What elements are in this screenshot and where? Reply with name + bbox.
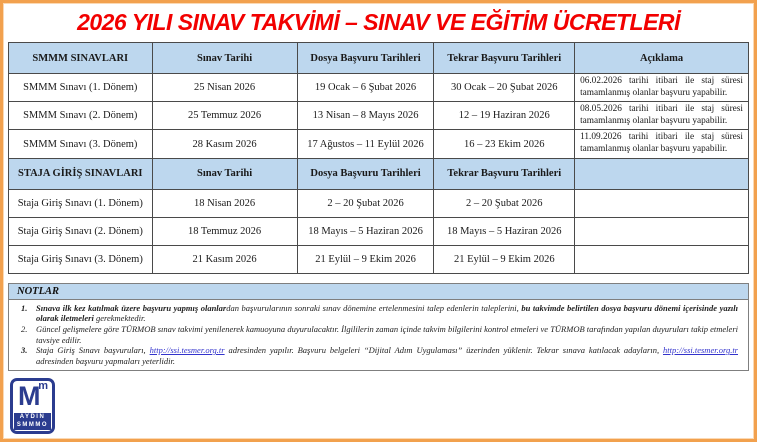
exam-date-cell: 25 Temmuz 2026 bbox=[152, 102, 297, 130]
explanation-cell bbox=[575, 189, 749, 217]
note-bold-segment: Sınava ilk kez katılmak üzere başvuru yapmış olanlar bbox=[36, 302, 227, 313]
note-segment: gerekmektedir. bbox=[95, 313, 146, 324]
note-text bbox=[36, 345, 738, 366]
tesmer-link-1[interactable]: http://ssi.tesmer.org.tr bbox=[149, 345, 225, 356]
table-row bbox=[9, 102, 749, 130]
explanation-cell: 11.09.2026 tarihi itibari ile staj süresi tamamlanmış olanlar başvuru yapabilir. bbox=[575, 130, 749, 158]
exam-date-cell: 28 Kasım 2026 bbox=[152, 130, 297, 158]
explanation-cell: 06.02.2026 tarihi itibari ile staj süresi tamamlanmış olanlar başvuru yapabilir. bbox=[575, 74, 749, 102]
staja-header-row bbox=[9, 158, 749, 189]
notes-body bbox=[9, 300, 748, 371]
header-empty bbox=[575, 158, 749, 189]
exam-date-cell: 25 Nisan 2026 bbox=[152, 74, 297, 102]
note-item-2 bbox=[21, 324, 738, 345]
header-sinav-tarihi: Sınav Tarihi bbox=[152, 158, 297, 189]
note-segment: Güncel gelişmelere göre TÜRMOB sınav takvimi yenilenerek kamuoyuna duyurulacaktır. İlgililerin zaman içinde takvim bilgilerini kontrol etmeleri ve TÜRMOB tarafından yapılan duyuruları takip etmeleri tavsiye edilir. bbox=[36, 323, 738, 345]
note-segment: adresinden yapılır. Başvuru belgeleri “Dijital Adım Uygulaması” üzerinden yüklenir. Tekrar sınava katılacak adayların, bbox=[224, 345, 663, 356]
notes-box bbox=[8, 283, 749, 372]
explanation-cell bbox=[575, 217, 749, 245]
header-dosya-basvuru: Dosya Başvuru Tarihleri bbox=[297, 43, 434, 74]
note-segment: Staja Giriş Sınavı başvuruları, bbox=[36, 345, 150, 356]
file-application-cell: 21 Eylül – 9 Ekim 2026 bbox=[297, 245, 434, 273]
table-row bbox=[9, 245, 749, 273]
exam-name-cell: SMMM Sınavı (3. Dönem) bbox=[9, 130, 153, 158]
table-row bbox=[9, 130, 749, 158]
file-application-cell: 19 Ocak – 6 Şubat 2026 bbox=[297, 74, 434, 102]
smmm-header-row bbox=[9, 43, 749, 74]
note-number: 1. bbox=[21, 302, 28, 313]
exam-date-cell: 18 Temmuz 2026 bbox=[152, 217, 297, 245]
header-tekrar-basvuru: Tekrar Başvuru Tarihleri bbox=[434, 43, 575, 74]
note-item-1 bbox=[21, 303, 738, 324]
header-aciklama: Açıklama bbox=[575, 43, 749, 74]
note-segment: dan başvurularının sonraki sınav dönemine ertelenmesini talep edenlerin taleplerini, bbox=[226, 302, 522, 313]
page-title: 2026 YILI SINAV TAKVİMİ – SINAV VE EĞİTİM ÜCRETLERİ bbox=[77, 9, 680, 35]
retry-application-cell: 30 Ocak – 20 Şubat 2026 bbox=[434, 74, 575, 102]
logo-letter-m-small-icon: m bbox=[38, 380, 48, 392]
note-item-3 bbox=[21, 345, 738, 366]
file-application-cell: 17 Ağustos – 11 Eylül 2026 bbox=[297, 130, 434, 158]
explanation-cell: 08.05.2026 tarihi itibari ile staj süresi tamamlanmış olanlar başvuru yapabilir. bbox=[575, 102, 749, 130]
retry-application-cell: 21 Eylül – 9 Ekim 2026 bbox=[434, 245, 575, 273]
note-text bbox=[36, 324, 738, 345]
retry-application-cell: 16 – 23 Ekim 2026 bbox=[434, 130, 575, 158]
retry-application-cell: 18 Mayıs – 5 Haziran 2026 bbox=[434, 217, 575, 245]
note-number: 2. bbox=[21, 323, 28, 334]
tesmer-link-2[interactable]: http://ssi.tesmer.org.tr bbox=[662, 345, 738, 356]
exam-date-cell: 18 Nisan 2026 bbox=[152, 189, 297, 217]
header-dosya-basvuru: Dosya Başvuru Tarihleri bbox=[297, 158, 434, 189]
exam-name-cell: Staja Giriş Sınavı (3. Dönem) bbox=[9, 245, 153, 273]
logo-letter-m-icon: M bbox=[18, 381, 41, 411]
file-application-cell: 13 Nisan – 8 Mayıs 2026 bbox=[297, 102, 434, 130]
exam-name-cell: Staja Giriş Sınavı (1. Dönem) bbox=[9, 189, 153, 217]
note-bold-segment: bu takvimde belirtilen dosya başvuru dönemi içerisinde yazılı olarak iletmeleri bbox=[36, 302, 738, 324]
exam-name-cell: SMMM Sınavı (2. Dönem) bbox=[9, 102, 153, 130]
header-staja-giris-sinavlari: STAJA GİRİŞ SINAVLARI bbox=[9, 158, 153, 189]
header-sinav-tarihi: Sınav Tarihi bbox=[152, 43, 297, 74]
exam-name-cell: Staja Giriş Sınavı (2. Dönem) bbox=[9, 217, 153, 245]
header-tekrar-basvuru: Tekrar Başvuru Tarihleri bbox=[434, 158, 575, 189]
logo-line-aydin: AYDIN bbox=[19, 414, 46, 420]
explanation-cell bbox=[575, 245, 749, 273]
file-application-cell: 2 – 20 Şubat 2026 bbox=[297, 189, 434, 217]
retry-application-cell: 2 – 20 Şubat 2026 bbox=[434, 189, 575, 217]
exam-date-cell: 21 Kasım 2026 bbox=[152, 245, 297, 273]
aydin-smmmo-logo bbox=[10, 378, 55, 434]
exam-name-cell: SMMM Sınavı (1. Dönem) bbox=[9, 74, 153, 102]
note-number: 3. bbox=[21, 345, 28, 356]
file-application-cell: 18 Mayıs – 5 Haziran 2026 bbox=[297, 217, 434, 245]
note-text bbox=[36, 303, 738, 324]
exam-schedule-table bbox=[8, 42, 749, 274]
table-row bbox=[9, 74, 749, 102]
logo-line-smmmo: SMMMO bbox=[16, 421, 49, 428]
retry-application-cell: 12 – 19 Haziran 2026 bbox=[434, 102, 575, 130]
logo-org-name bbox=[14, 413, 51, 430]
note-segment: adresinden başvuru yapmaları yeterlidir. bbox=[36, 355, 175, 366]
header-smmm-sinavlari: SMMM SINAVLARI bbox=[9, 43, 153, 74]
table-row bbox=[9, 217, 749, 245]
notes-title: NOTLAR bbox=[9, 284, 748, 300]
table-row bbox=[9, 189, 749, 217]
